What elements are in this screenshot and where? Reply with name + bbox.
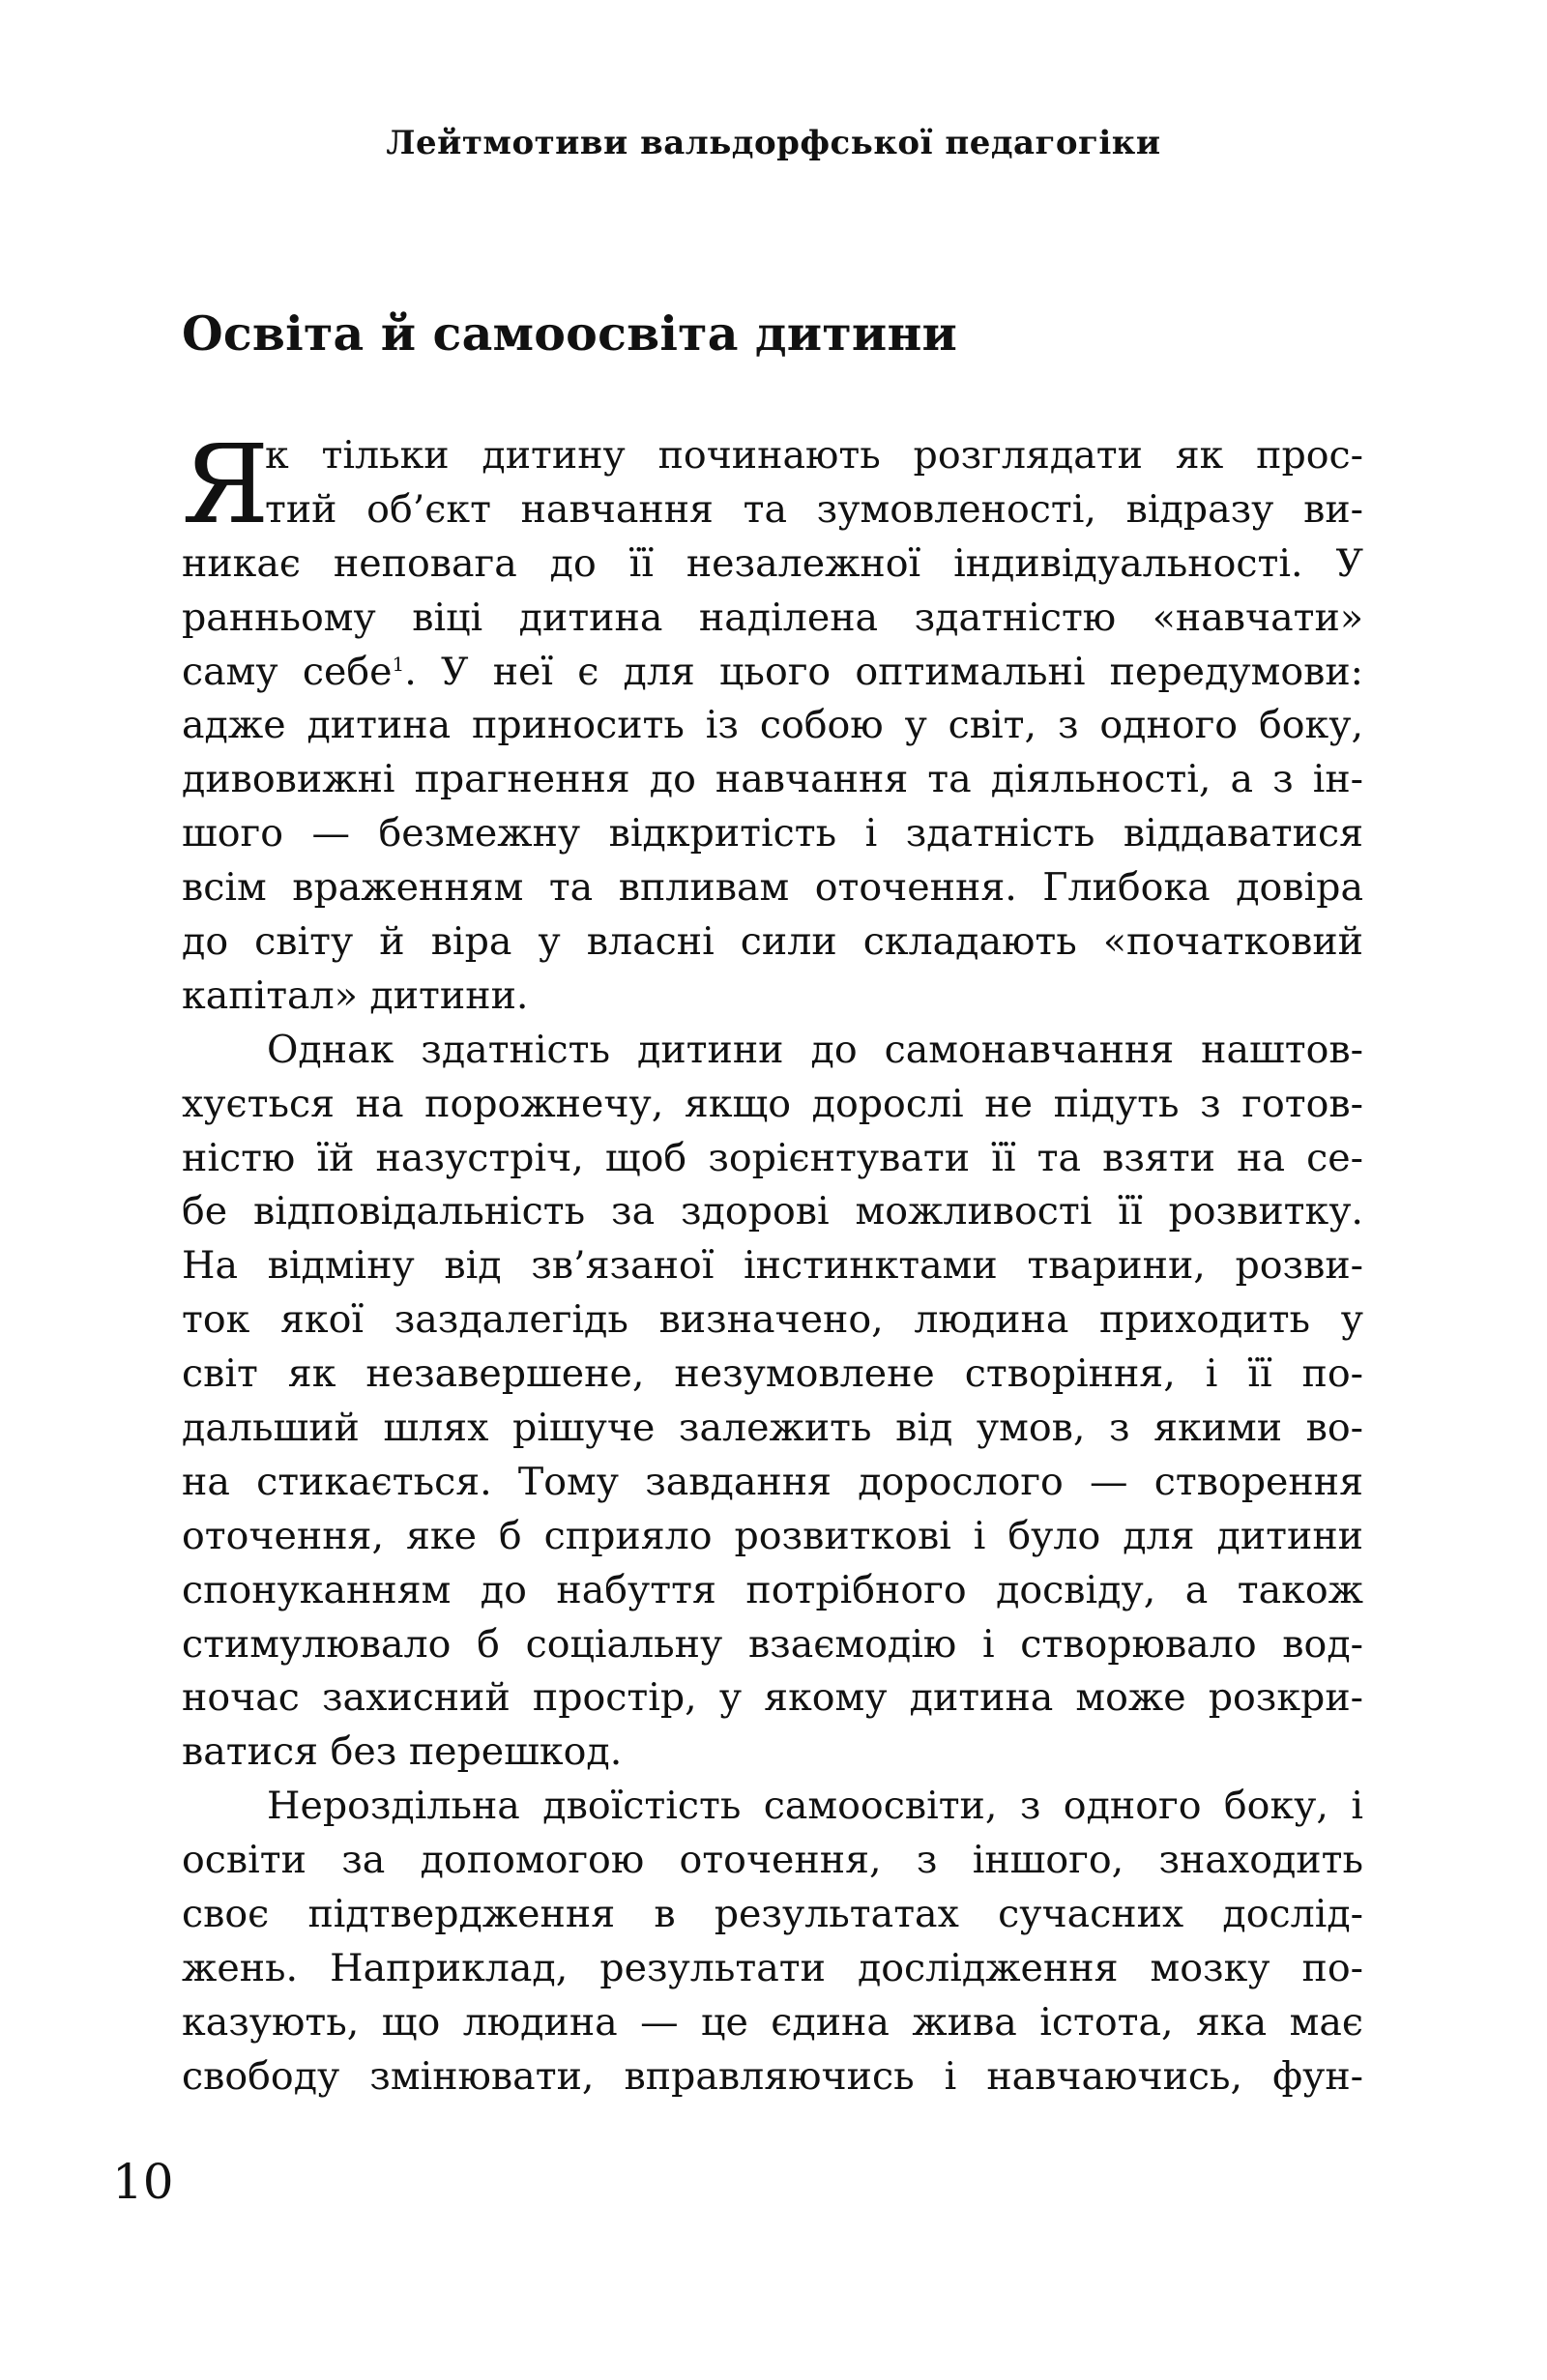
text-segment: саму себе <box>182 649 393 694</box>
text-line: спонуканням до набуття потрібного досвіду, а також <box>182 1567 1363 1612</box>
text-line: ночас захисний простір, у якому дитина може розкри- <box>182 1675 1363 1721</box>
text-segment: . У неї є для цього оптимальні передумови: <box>404 649 1363 694</box>
text-line: дивовижні прагнення до навчання та діяльності, а з ін- <box>182 757 1363 802</box>
text-line: На відміну від зв’язаної інстинктами тварини, розви- <box>182 1243 1363 1289</box>
text-line: капітал» дитини. <box>182 972 529 1018</box>
text-line: ранньому віці дитина наділена здатністю «навчати» <box>182 595 1363 640</box>
text-line: адже дитина приносить із собою у світ, з одного боку, <box>182 703 1363 748</box>
text-line <box>182 646 1363 700</box>
text-line: жень. Наприклад, результати дослідження мозку по- <box>182 1945 1363 1990</box>
page-body <box>182 422 1363 2104</box>
paragraph-3 <box>182 1780 1363 2104</box>
text-line: казують, що людина — це єдина жива істота, яка має <box>182 1999 1363 2045</box>
text-line: ністю їй назустріч, щоб зорієнтувати її та взяти на се- <box>182 1135 1363 1180</box>
text-line: своє підтвердження в результатах сучасних дослід- <box>182 1892 1363 1937</box>
text-line: ток якої заздалегідь визначено, людина приходить у <box>182 1297 1363 1343</box>
text-line: освіти за допомогою оточення, з іншого, знаходить <box>182 1838 1363 1883</box>
text-line: бе відповідальність за здорові можливості її розвитку. <box>182 1189 1363 1234</box>
paragraph-1 <box>182 422 1363 1024</box>
text-line: свободу змінювати, вправляючись і навчаючись, фун- <box>182 2053 1363 2099</box>
text-line: оточення, яке б сприяло розвиткові і було для дитини <box>182 1513 1363 1558</box>
text-line: на стикається. Тому завдання дорослого — створення <box>182 1459 1363 1504</box>
text-line: стимулювало б соціальну взаємодію і створювало вод- <box>182 1621 1363 1667</box>
text-line: світ як незавершене, незумовлене створіння, і її по- <box>182 1351 1363 1397</box>
text-line: тий об’єкт навчання та зумовленості, відразу ви- <box>265 486 1363 532</box>
text-line: хується на порожнечу, якщо дорослі не підуть з готов- <box>182 1081 1363 1126</box>
paragraph-2 <box>182 1024 1363 1780</box>
text-line: до світу й віра у власні сили складають «початковий <box>182 919 1363 965</box>
chapter-title: Освіта й самоосвіта дитини <box>182 305 958 362</box>
text-line: Нероздільна двоїстість самоосвіти, з одного боку, і <box>267 1784 1363 1829</box>
text-line: Однак здатність дитини до самонавчання наштов- <box>267 1027 1363 1072</box>
text-line: ватися без перешкод. <box>182 1729 623 1775</box>
text-line: дальший шлях рішуче залежить від умов, з якими во- <box>182 1406 1363 1451</box>
text-line: всім враженням та впливам оточення. Глибока довіра <box>182 865 1363 911</box>
page-number: 10 <box>112 2154 174 2210</box>
drop-cap: Я <box>182 422 270 548</box>
text-line: к тільки дитину починають розглядати як прос- <box>265 433 1363 478</box>
text-line: шого — безмежну відкритість і здатність віддаватися <box>182 811 1363 856</box>
text-line: никає неповага до її незалежної індивідуальності. У <box>182 540 1363 586</box>
running-head: Лейтмотиви вальдорфської педагогіки <box>386 124 1161 162</box>
footnote-marker: 1 <box>392 652 405 676</box>
